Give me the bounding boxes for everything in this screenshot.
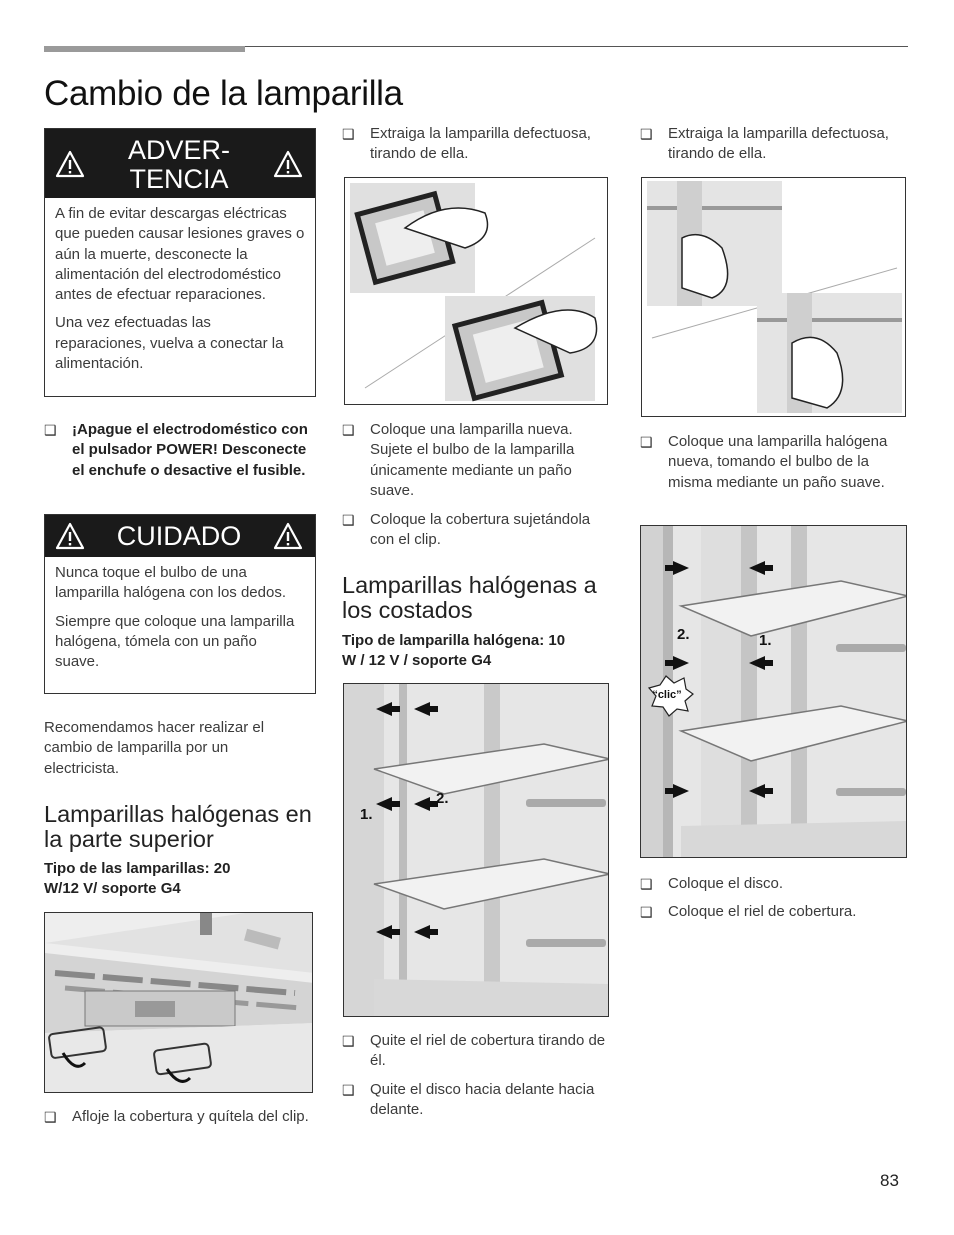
caution-text: Nunca toque el bulbo de una lamparilla halógena con los dedos.: [55, 564, 286, 602]
caution-box: [44, 514, 316, 694]
checkbox-icon: ❑: [342, 512, 355, 528]
warning-icon: [273, 149, 303, 179]
warning-icon: [273, 521, 303, 551]
side-lamps-heading: Lamparillas halógenas a los costados: [342, 572, 597, 623]
recommendation-text: Recomendamos hacer realizar el cambio de lamparilla por un electricista.: [44, 719, 265, 777]
checkbox-icon: ❑: [640, 904, 653, 920]
side-lamp-replace-illustration: [641, 177, 906, 417]
step-label-1: 1.: [360, 806, 373, 823]
place-disc-step: ❑ Coloque el disco.: [640, 874, 908, 894]
checkbox-icon: ❑: [640, 126, 653, 142]
step-label-2: 2.: [436, 790, 449, 807]
top-lamp-step: ❑ Afloje la cobertura y quítela del clip.: [44, 1107, 316, 1127]
remove-disc-step: ❑ Quite el disco hacia delante hacia delante.: [342, 1080, 612, 1121]
checkbox-icon: ❑: [342, 126, 355, 142]
top-lamps-heading: Lamparillas halógenas en la parte superior: [44, 801, 312, 852]
step-label-2: 2.: [677, 626, 690, 643]
top-lamps-spec: Tipo de las lamparillas: 20 W/12 V/ soporte G4: [44, 860, 231, 898]
side-lamp-install-illustration: [640, 525, 907, 858]
checkbox-icon: ❑: [640, 434, 653, 450]
checkbox-icon: ❑: [44, 422, 57, 438]
top-lamp-illustration: [44, 912, 313, 1093]
top-lamp-replace-illustration: [344, 177, 608, 405]
side-lamp-remove-illustration: [343, 683, 609, 1017]
checkbox-icon: ❑: [44, 1109, 57, 1125]
caution-header: [45, 515, 315, 557]
extract-step: ❑ Extraiga la lamparilla defectuosa, tirando de ella.: [342, 124, 608, 165]
header-accent-bar: [44, 46, 245, 52]
power-step: ❑ ¡Apague el electrodoméstico con el pulsador POWER! Desconecte el enchufe o desactive el fusible.: [44, 420, 316, 481]
side-lamps-spec: Tipo de lamparilla halógena: 10 W / 12 V / soporte G4: [342, 632, 566, 670]
new-lamp-step: ❑ Coloque una lamparilla nueva. Sujete el bulbo de la lamparilla únicamente mediante un paño suave.: [342, 420, 608, 501]
checkbox-icon: ❑: [342, 1033, 355, 1049]
warning-text: Una vez efectuadas las reparaciones, vuelva a conectar la alimentación.: [55, 314, 284, 373]
page-title: Cambio de la lamparilla: [44, 74, 403, 113]
page-number: 83: [880, 1171, 899, 1190]
extract-side-step: ❑ Extraiga la lamparilla defectuosa, tirando de ella.: [640, 124, 908, 165]
checkbox-icon: ❑: [342, 1082, 355, 1098]
step-label-1: 1.: [759, 632, 772, 649]
warning-box: [44, 128, 316, 397]
warning-header: [45, 129, 315, 198]
warning-icon: [55, 149, 85, 179]
checkbox-icon: ❑: [342, 422, 355, 438]
warning-icon: [55, 521, 85, 551]
clic-label: “clic”: [652, 689, 682, 701]
remove-rail-step: ❑ Quite el riel de cobertura tirando de él.: [342, 1031, 612, 1072]
caution-heading: CUIDADO: [116, 520, 242, 551]
cover-step: ❑ Coloque la cobertura sujetándola con el clip.: [342, 510, 608, 551]
caution-text: Siempre que coloque una lamparilla halógena, tómela con un paño suave.: [55, 612, 295, 671]
new-side-lamp-step: ❑ Coloque una lamparilla halógena nueva, tomando el bulbo de la misma mediante un paño suave.: [640, 432, 908, 493]
warning-text: A fin de evitar descargas eléctricas que pueden causar lesiones graves o aún la muerte, desconecte la alimentación del electrodoméstico antes de efectuar reparaciones.: [55, 205, 305, 304]
place-rail-step: ❑ Coloque el riel de cobertura.: [640, 902, 908, 922]
checkbox-icon: ❑: [640, 876, 653, 892]
warning-heading: ADVER- TENCIA: [127, 134, 230, 194]
